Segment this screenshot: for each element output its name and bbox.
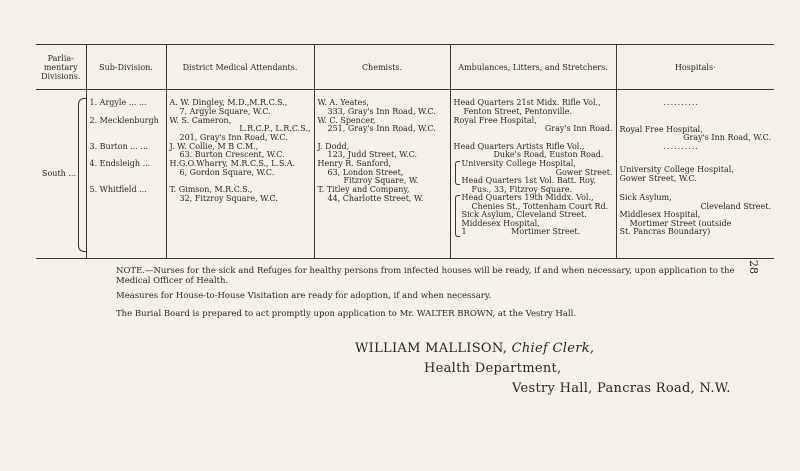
- ambulance-entry: [454, 194, 613, 238]
- hospital-address: Gray's Inn Road, W.C.: [683, 133, 771, 143]
- chemist-address: 123, Judd Street, W.C.: [327, 150, 418, 160]
- hospital-name: Royal Free Hospital,: [619, 124, 703, 134]
- division-cell: [36, 90, 86, 259]
- attendant-name: J. W. Collie, M B C.M.,: [169, 141, 259, 151]
- chemist-address: 333, Gray's Inn Road, W.C.: [327, 106, 436, 116]
- hospital-name: Sick Asylum,: [619, 193, 672, 202]
- ambulance-entry: [454, 117, 613, 143]
- emergency-arrangements-table: [36, 44, 774, 259]
- hospital-entry: [620, 117, 772, 143]
- ambulances-column: [450, 90, 616, 259]
- signatory-title: Chief Clerk,: [511, 341, 595, 356]
- signatory-name: WILLIAM MALLISON,: [355, 341, 508, 356]
- chemist-name: J. Dodd,: [317, 141, 350, 151]
- ambulance-station: Middesex Hospital,: [461, 218, 540, 228]
- attendant-entry: [170, 117, 311, 143]
- subdivision-item: 5. Whitfield ...: [89, 185, 147, 194]
- attendant-entry: [170, 99, 311, 117]
- chemist-entry: [318, 117, 447, 143]
- hospital-name: Middlesex Hospital,: [619, 210, 701, 220]
- hospitals-column: [616, 90, 774, 259]
- chemist-entry: [318, 99, 447, 117]
- attendant-entry: [170, 160, 311, 186]
- ambulance-address: Gower Street.: [555, 167, 613, 177]
- subdivision-item: 1. Argyle ... ...: [89, 98, 147, 107]
- chemist-entry: [318, 143, 447, 161]
- hospital-address: Mortimer Street (outside: [629, 218, 732, 228]
- chemist-name: W. C. Spencer,: [317, 115, 376, 125]
- attendant-name: A. W. Dingley, M.D.,M.R.C.S.,: [169, 98, 288, 107]
- chemist-address: 251, Gray's Inn Road, W.C.: [327, 124, 436, 134]
- hospital-blank: ..........: [663, 98, 699, 107]
- attendant-name: H.G.O.Wharry, M.R.C.S., L.S.A.: [169, 159, 296, 168]
- ambulance-station: Head Quarters Artists Rifle Vol.,: [453, 141, 585, 151]
- ambulance-station: Head Quarters 19th Middx. Vol.,: [461, 193, 594, 202]
- hospital-address: St. Pancras Boundary): [619, 227, 711, 237]
- header-hospitals: Hospitals·: [616, 45, 774, 90]
- attendant-entry: [170, 143, 311, 161]
- chemist-address: 44, Charlotte Street, W.: [327, 193, 424, 203]
- department-line: Health Department,: [424, 361, 562, 376]
- hospital-entry: [620, 160, 772, 186]
- attendant-name: T. Gimson, M.R.C.S.,: [169, 185, 253, 194]
- ambulance-station: Head Quarters 1st Vol. Batt. Roy.: [461, 176, 596, 186]
- chemist-entry: [318, 186, 447, 204]
- page-number: 28: [747, 260, 760, 274]
- ambulance-address: Gray's Inn Road.: [544, 124, 613, 134]
- ambulance-address: [462, 228, 613, 237]
- ambulance-station: Head Quarters 21st Midx. Rifle Vol.,: [453, 98, 601, 107]
- address-line: Vestry Hall, Pancras Road, N.W.: [512, 381, 731, 396]
- hospital-address: Cleveland Street.: [700, 201, 771, 211]
- attendants-column: [166, 90, 314, 259]
- brace-mark: [78, 98, 87, 252]
- header-attendants: District Medical Attendants.: [166, 45, 314, 90]
- ambulance-address: Fus., 33, Fitzroy Square.: [471, 184, 573, 194]
- burial-note: The Burial Board is prepared to act promptly upon application to Mr. WALTER BROWN, at the Vestry Hall.: [116, 309, 577, 319]
- attendant-address: 6, Gordon Square, W.C.: [179, 167, 275, 177]
- hospital-entry: [620, 99, 772, 117]
- ambulance-address-text: Mortimer Street.: [511, 227, 581, 237]
- header-subdivision: Sub-Division.: [86, 45, 166, 90]
- ambulance-entry: [454, 159, 613, 194]
- division-label: South ...: [42, 168, 76, 178]
- ambulance-station: University College Hospital,: [461, 159, 576, 168]
- nurses-note: NOTE.—Nurses for the sick and Refuges for healthy persons from infected houses will be ready, if and when necessary, upon application to the Medical Officer of Health.: [116, 266, 735, 286]
- subdivision-item: 2. Mecklenburgh: [89, 115, 159, 125]
- ambulance-station: Sick Asylum, Cleveland Street.: [461, 210, 587, 220]
- attendant-address: 7, Argyle Square, W.C.: [179, 106, 271, 116]
- attendant-address: 63. Burton Crescent, W.C.: [179, 150, 285, 160]
- chemists-column: [314, 90, 450, 259]
- table-body-row: [36, 90, 774, 259]
- chemist-name: T. Titley and Company,: [317, 185, 410, 194]
- signature-line: [355, 341, 594, 356]
- attendant-address: 201, Gray's Inn Road, W.C.: [179, 132, 288, 142]
- attendant-address: 32, Fitzroy Square, W.C.: [179, 193, 278, 203]
- chemist-name: W. A. Yeates,: [317, 98, 369, 107]
- hospital-address: Gower Street, W.C.: [619, 173, 697, 183]
- subdivision-column: [86, 90, 166, 259]
- ambulance-entry: [454, 143, 613, 161]
- ambulance-entry: [454, 99, 613, 117]
- subdivision-item: 4. Endsleigh ...: [89, 159, 151, 168]
- attendant-entry: [170, 186, 311, 204]
- chemist-name: Henry R. Sanford,: [317, 159, 392, 168]
- hospital-name: University College Hospital,: [619, 165, 734, 174]
- subdivision-item: 3. Burton ... ...: [89, 141, 149, 151]
- hospital-entry: [620, 194, 772, 238]
- hospital-entry: [620, 143, 772, 161]
- ambulance-address: Duke's Road, Euston Road.: [493, 150, 604, 160]
- ambulance-address: Fenton Street, Pentonville.: [463, 106, 573, 116]
- chemist-address: Fitzroy Square, W.: [343, 176, 419, 186]
- hospital-blank: ..........: [663, 141, 699, 151]
- header-ambulances: Ambulances, Litters, and Stretchers.: [450, 45, 616, 90]
- mortimer-prefix: 1: [461, 227, 467, 237]
- attendant-qualification: L.R.C.P., L.R.C.S.,: [239, 124, 311, 134]
- measures-note: Measures for House-to-House Visitation are ready for adoption, if and when necessary.: [116, 291, 492, 301]
- table-header-row: [36, 45, 774, 90]
- ambulance-address: Chenies St., Tottenham Court Rd.: [471, 201, 609, 211]
- chemist-address: 63, London Street,: [327, 167, 404, 177]
- ambulance-station: Royal Free Hospital,: [453, 115, 537, 125]
- header-divisions: Parlia- mentary Divisions.: [36, 45, 86, 90]
- attendant-name: W. S. Cameron,: [169, 115, 232, 125]
- header-chemists: Chemists.: [314, 45, 450, 90]
- chemist-entry: [318, 160, 447, 186]
